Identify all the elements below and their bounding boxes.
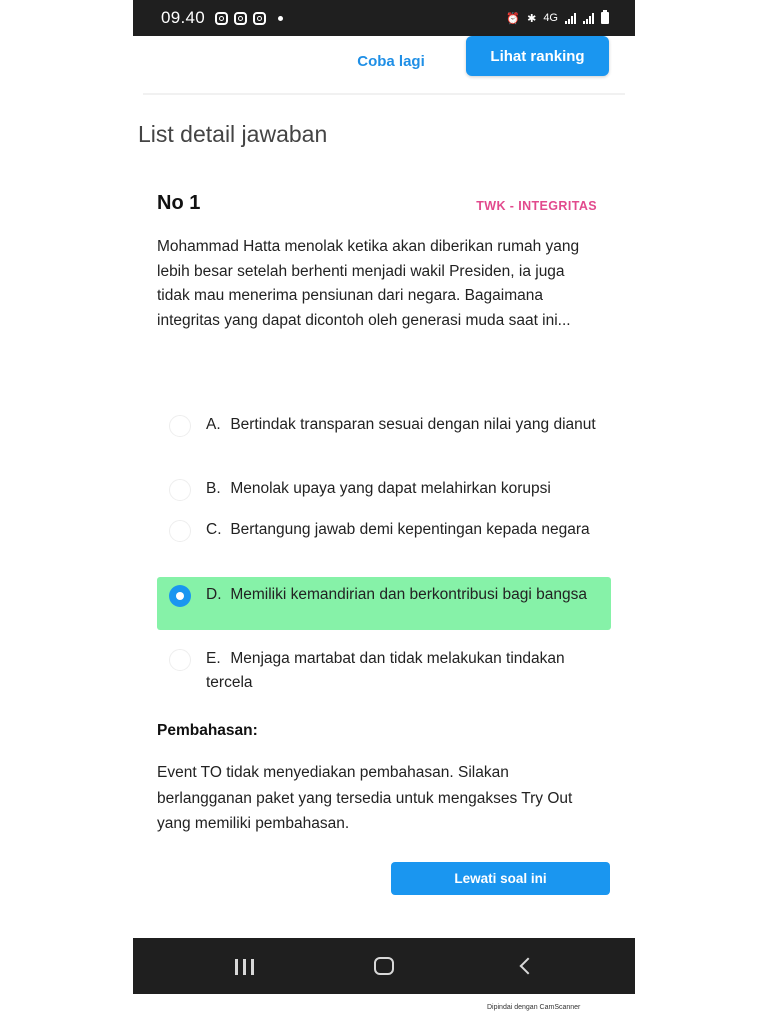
status-bar [133, 0, 635, 36]
battery-icon [601, 12, 609, 24]
option-label: Bertangung jawab demi kepentingan kepada negara [230, 521, 590, 538]
answer-option-e[interactable] [157, 641, 611, 695]
option-letter: A. [206, 416, 221, 433]
phone-screen [133, 0, 635, 994]
result-actions [133, 36, 635, 96]
answer-option-text [206, 413, 596, 437]
option-letter: D. [206, 586, 222, 603]
recent-apps-icon[interactable] [215, 938, 275, 994]
bluetooth-icon: ✱ [527, 12, 537, 25]
question-category-tag: TWK - INTEGRITAS [476, 199, 597, 213]
discussion-text: Event TO tidak menyediakan pembahasan. Silakan berlangganan paket yang tersedia untuk mengakses Try Out yang memiliki pembahasan. [157, 764, 573, 832]
instagram-notification-icon [253, 12, 266, 25]
radio-selected-icon[interactable] [169, 585, 191, 607]
instagram-notification-icon [234, 12, 247, 25]
section-title: List detail jawaban [138, 121, 328, 147]
radio-icon[interactable] [169, 649, 191, 671]
android-navigation-bar [133, 938, 635, 994]
status-right [506, 12, 609, 25]
answer-option-text [206, 583, 596, 607]
option-letter: B. [206, 480, 221, 497]
answer-option-text [206, 477, 596, 501]
question-number: No 1 [157, 192, 201, 214]
option-label: Memiliki kemandirian dan berkontribusi bagi bangsa [230, 586, 588, 603]
radio-icon[interactable] [169, 520, 191, 542]
answer-option-text [206, 647, 596, 695]
option-letter: C. [206, 521, 222, 538]
option-label: Menjaga martabat dan tidak melakukan tindakan tercela [206, 650, 565, 691]
divider [143, 93, 625, 95]
retry-button[interactable]: Coba lagi [331, 44, 451, 78]
answer-option-text [206, 518, 596, 542]
answer-option-b[interactable] [157, 471, 611, 511]
alarm-icon: ⏰ [506, 12, 521, 25]
question-text: Mohammad Hatta menolak ketika akan diberikan rumah yang lebih besar setelah berhenti menjadi wakil Presiden, ia juga tidak mau menerima pensiunan dari negara. Bagaimana integritas yang dapat dicontoh oleh generasi muda saat ini... [157, 238, 580, 329]
radio-icon[interactable] [169, 415, 191, 437]
discussion-heading: Pembahasan: [157, 722, 258, 739]
view-ranking-button[interactable]: Lihat ranking [466, 36, 609, 76]
home-icon[interactable] [354, 938, 414, 994]
signal-icon [583, 13, 594, 24]
option-letter: E. [206, 650, 221, 667]
option-label: Bertindak transparan sesuai dengan nilai yang dianut [230, 416, 596, 433]
answer-option-a[interactable] [157, 407, 611, 461]
scanner-watermark: Dipindai dengan CamScanner [487, 1004, 581, 1011]
skip-question-button[interactable]: Lewati soal ini [391, 862, 610, 895]
more-notifications-icon [278, 16, 283, 21]
back-icon[interactable] [495, 938, 555, 994]
answer-option-c[interactable] [157, 512, 611, 566]
radio-icon[interactable] [169, 479, 191, 501]
status-time: 09.40 [161, 8, 206, 27]
network-type-label: 4G [543, 12, 558, 24]
answer-option-d-selected[interactable] [157, 577, 611, 630]
signal-icon [565, 13, 576, 24]
status-left [161, 8, 283, 28]
option-label: Menolak upaya yang dapat melahirkan korupsi [230, 480, 551, 497]
instagram-notification-icon [215, 12, 228, 25]
